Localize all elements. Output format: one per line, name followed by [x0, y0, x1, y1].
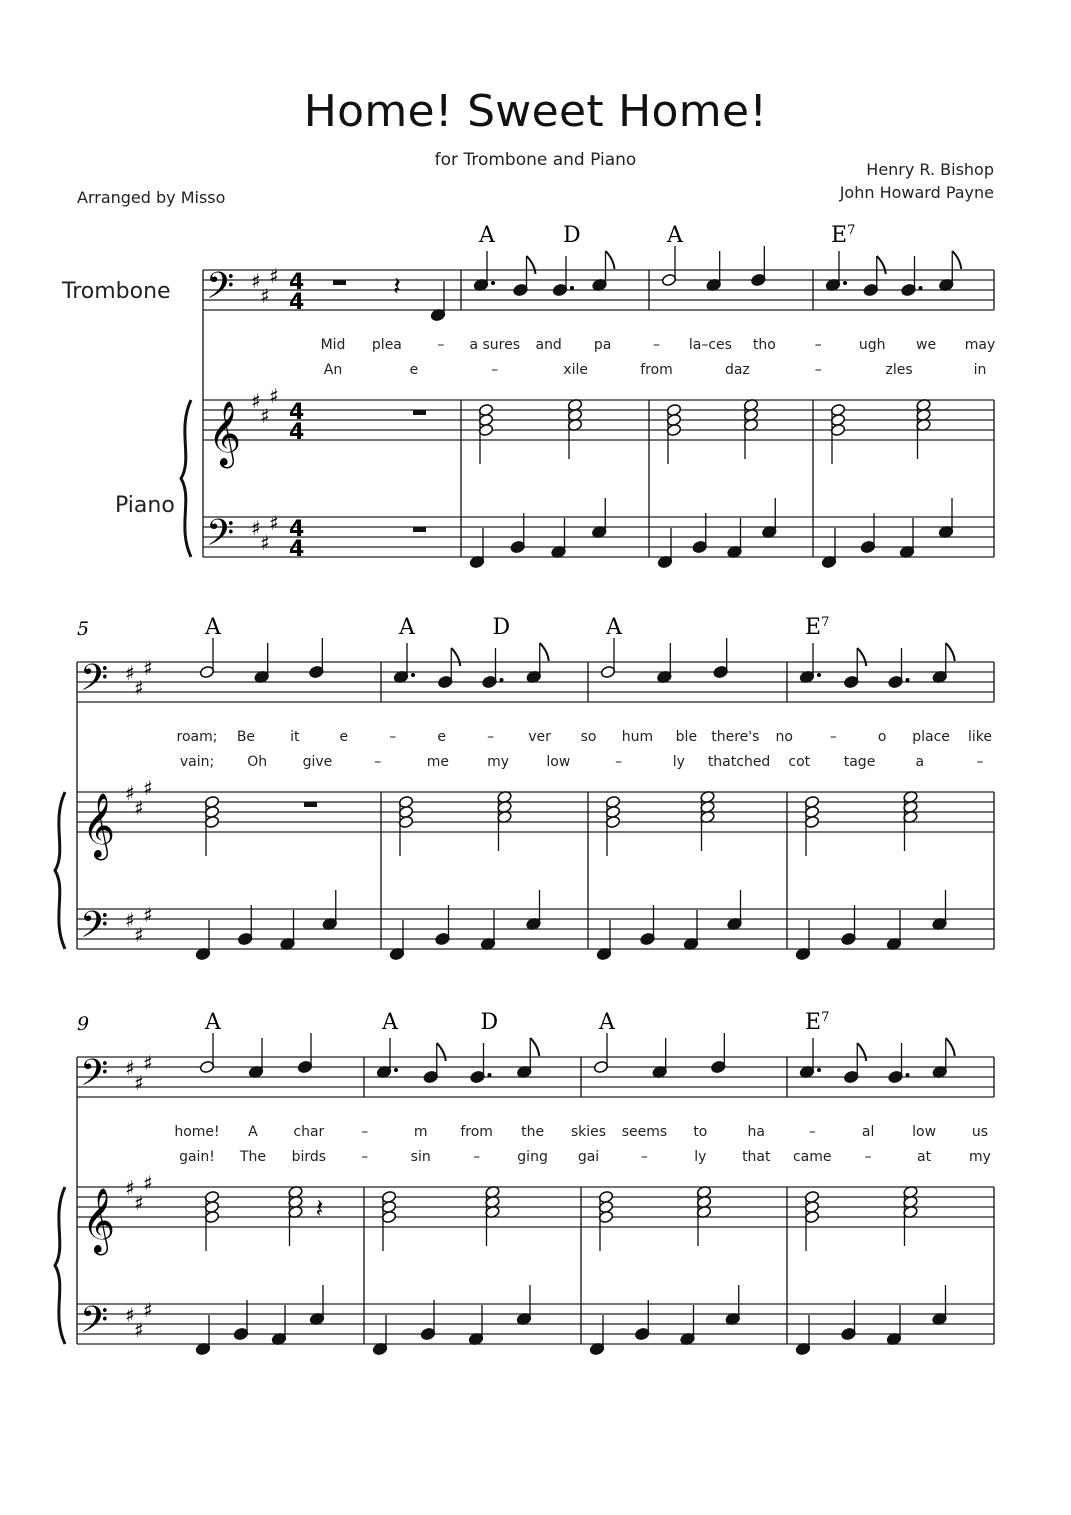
chord-symbol: A [599, 1010, 615, 1035]
lyric-verse-1: skies [570, 1124, 607, 1140]
lyric-verse-1: we [916, 337, 937, 353]
lyric-verse-1: like [967, 729, 993, 745]
piano-treble-chord [605, 795, 620, 856]
time-signature-top: 4 [289, 270, 305, 295]
lyric-verse-2: – [864, 1149, 872, 1165]
lyric-verse-1: roam; [176, 729, 218, 745]
piano-treble-chord [830, 403, 845, 464]
note-flag [527, 256, 536, 274]
lyric-verse-1: and [535, 337, 562, 353]
lyric-verse-1: low [912, 1124, 937, 1140]
sharp-sign: ♯ [134, 796, 144, 820]
lyric-verse-2: my [969, 1149, 991, 1165]
treble-clef: 𝄞 [82, 793, 116, 858]
sharp-sign: ♯ [125, 661, 135, 685]
sharp-sign: ♯ [134, 1318, 144, 1342]
page-subtitle: for Trombone and Piano [434, 150, 637, 170]
sharp-sign: ♯ [134, 1191, 144, 1215]
lyric-verse-2: tage [843, 754, 876, 770]
measure-number: 9 [77, 1013, 90, 1035]
sharp-sign: ♯ [143, 1298, 153, 1322]
lyric-verse-2: ging [517, 1149, 548, 1165]
piano-treble-chord [743, 398, 758, 459]
augmentation-dot [906, 1073, 910, 1077]
instrument-label-trombone: Trombone [62, 279, 171, 304]
lyric-verse-2: that [742, 1149, 771, 1165]
bass-clef: 𝄢 [206, 512, 235, 563]
treble-clef: 𝄞 [82, 1188, 116, 1253]
sharp-sign: ♯ [260, 531, 270, 555]
piano-treble-chord [666, 403, 681, 464]
sharp-sign: ♯ [125, 908, 135, 932]
piano-treble-chord [478, 403, 493, 464]
sharp-sign: ♯ [125, 781, 135, 805]
sharp-sign: ♯ [125, 1176, 135, 1200]
sharp-sign: ♯ [125, 1056, 135, 1080]
augmentation-dot [817, 673, 821, 677]
lyric-verse-2: in [973, 362, 987, 378]
piano-treble-chord [903, 790, 918, 851]
treble-clef: 𝄞 [208, 401, 242, 466]
piano-treble-chord [804, 795, 819, 856]
sharp-sign: ♯ [269, 384, 279, 408]
time-signature-bottom: 4 [289, 420, 305, 445]
lyric-verse-1: seems [621, 1124, 668, 1140]
lyric-verse-2: my [487, 754, 510, 770]
lyric-verse-2: – [361, 1149, 369, 1165]
sharp-sign: ♯ [143, 656, 153, 680]
lyric-verse-1: there's [711, 729, 760, 745]
lyric-verse-1: hum [621, 729, 654, 745]
lyric-verse-2: at [917, 1149, 932, 1165]
lyric-verse-2: vain; [179, 754, 215, 770]
lyric-verse-1: e [339, 729, 349, 745]
lyric-verse-1: the [521, 1124, 545, 1140]
note-flag [530, 1038, 539, 1056]
chord-symbol: A [667, 223, 683, 248]
whole-rest [413, 410, 426, 415]
lyric-verse-2: gain! [179, 1149, 215, 1165]
lyric-verse-1: to [693, 1124, 708, 1140]
lyric-verse-1: o [877, 729, 887, 745]
lyric-verse-1: so [580, 729, 597, 745]
lyric-verse-2: low [546, 754, 571, 770]
lyric-verse-1: – [808, 1124, 816, 1140]
sharp-sign: ♯ [251, 269, 261, 293]
bass-clef: 𝄢 [80, 1052, 109, 1103]
piano-treble-chord [916, 398, 931, 459]
sharp-sign: ♯ [269, 264, 279, 288]
lyric-verse-2: zles [885, 362, 913, 378]
lyric-verse-1: it [290, 729, 300, 745]
arranger-credit: Arranged by Misso [77, 188, 226, 207]
piano-brace [181, 400, 191, 557]
lyric-verse-1: e [437, 729, 446, 745]
sharp-sign: ♯ [143, 1171, 153, 1195]
chord-symbol: A [479, 223, 495, 248]
lyric-verse-1: ver [528, 729, 551, 745]
chord-symbol: A [382, 1010, 398, 1035]
piano-treble-chord [696, 1185, 711, 1246]
page-title: Home! Sweet Home! [303, 86, 768, 137]
instrument-label-piano: Piano [115, 493, 175, 518]
sharp-sign: ♯ [134, 1071, 144, 1095]
sharp-sign: ♯ [143, 903, 153, 927]
lyric-verse-2: a [915, 754, 925, 770]
sharp-sign: ♯ [134, 923, 144, 947]
lyric-verse-1: – [487, 729, 495, 745]
chord-symbol: D [563, 223, 581, 248]
lyric-verse-2: – [615, 754, 623, 770]
lyric-verse-2: ly [672, 754, 685, 770]
augmentation-dot [500, 678, 504, 682]
lyric-verse-1: char [293, 1124, 325, 1140]
sharp-sign: ♯ [134, 676, 144, 700]
lyric-verse-1: a sures [469, 337, 521, 353]
lyric-verse-1: – [361, 1124, 369, 1140]
piano-treble-chord [598, 1190, 613, 1251]
lyric-verse-2: daz [724, 362, 750, 378]
lyric-verse-1: no [775, 729, 793, 745]
chord-symbol: A [205, 1010, 221, 1035]
chord-symbol: D [492, 615, 511, 640]
piano-treble-chord [804, 1190, 819, 1251]
sharp-sign: ♯ [260, 284, 270, 308]
lyric-verse-2: sin [410, 1149, 431, 1165]
bass-clef: 𝄢 [80, 904, 109, 955]
note-flag [437, 1043, 446, 1061]
note-flag [946, 643, 955, 661]
time-signature-bottom: 4 [289, 290, 305, 315]
lyric-verse-1: pa [593, 337, 612, 353]
augmentation-dot [394, 1068, 398, 1072]
chord-symbol: $E^7$ [805, 1010, 830, 1035]
lyric-verse-1: from [460, 1124, 493, 1140]
lyric-verse-1: – [829, 729, 837, 745]
lyric-verse-1: plea [371, 337, 402, 353]
note-flag [451, 648, 460, 666]
piano-treble-chord [204, 795, 219, 856]
lyric-verse-2: gai [577, 1149, 600, 1165]
lyric-verse-1: ha [747, 1124, 766, 1140]
whole-rest [413, 527, 426, 532]
lyric-verse-2: Oh [247, 754, 268, 770]
lyric-verse-1: Mid [320, 337, 346, 353]
lyric-verse-2: The [239, 1149, 266, 1165]
lyric-verse-1: place [912, 729, 950, 745]
chord-symbol: D [480, 1010, 499, 1035]
time-signature-bottom: 4 [289, 537, 305, 562]
lyric-verse-2: me [426, 754, 450, 770]
lyric-verse-2: ly [694, 1149, 707, 1165]
whole-rest [304, 802, 317, 807]
piano-treble-chord [398, 795, 413, 856]
lyric-verse-1: us [971, 1124, 989, 1140]
piano-treble-chord [903, 1185, 918, 1246]
sharp-sign: ♯ [143, 1051, 153, 1075]
whole-rest [333, 280, 346, 285]
lyric-verse-1: home! [174, 1124, 220, 1140]
lyric-verse-1: – [437, 337, 445, 353]
chord-symbol: A [606, 615, 622, 640]
bass-clef: 𝄢 [80, 657, 109, 708]
lyric-verse-2: thatched [707, 754, 771, 770]
lyric-verse-1: – [389, 729, 397, 745]
lyric-verse-2: e [409, 362, 419, 378]
sharp-sign: ♯ [260, 404, 270, 428]
note-flag [946, 1038, 955, 1056]
composer-credit: Henry R. Bishop [866, 160, 994, 179]
lyricist-credit: John Howard Payne [839, 183, 994, 202]
lyric-verse-2: give [302, 754, 333, 770]
piano-treble-staff [203, 400, 994, 440]
lyric-verse-1: al [861, 1124, 875, 1140]
augmentation-dot [843, 281, 847, 285]
piano-treble-chord [485, 1185, 500, 1246]
augmentation-dot [919, 286, 923, 290]
lyric-verse-1: A [248, 1124, 258, 1140]
augmentation-dot [411, 673, 415, 677]
lyric-verse-2: – [640, 1149, 648, 1165]
augmentation-dot [906, 678, 910, 682]
piano-brace [55, 1187, 65, 1344]
lyric-verse-2: came [792, 1149, 832, 1165]
bass-clef: 𝄢 [206, 265, 235, 316]
bass-clef: 𝄢 [80, 1299, 109, 1350]
augmentation-dot [817, 1068, 821, 1072]
quarter-rest: 𝄽 [315, 1194, 324, 1224]
sharp-sign: ♯ [269, 511, 279, 535]
lyric-verse-1: may [964, 337, 996, 353]
lyric-verse-2: xile [563, 362, 588, 378]
lyric-verse-1: la–ces [688, 337, 732, 353]
time-signature-top: 4 [289, 517, 305, 542]
measure-number: 5 [77, 618, 90, 640]
piano-bass-staff [77, 1304, 994, 1344]
lyric-verse-1: m [413, 1124, 428, 1140]
lyric-verse-1: Be [236, 729, 256, 745]
note-flag [606, 251, 615, 269]
piano-treble-chord [497, 790, 512, 851]
lyric-verse-2: birds [291, 1149, 327, 1165]
lyric-verse-1: – [653, 337, 660, 353]
piano-treble-chord [204, 1190, 219, 1251]
augmentation-dot [488, 1073, 492, 1077]
augmentation-dot [491, 281, 495, 285]
chord-symbol: A [399, 615, 415, 640]
lyric-verse-2: – [491, 362, 499, 378]
note-flag [857, 648, 866, 666]
lyric-verse-2: cot [788, 754, 811, 770]
note-flag [540, 643, 549, 661]
lyric-verse-2: – [374, 754, 382, 770]
lyric-verse-2: An [323, 362, 343, 378]
piano-treble-chord [381, 1190, 396, 1251]
note-flag [952, 251, 961, 269]
sharp-sign: ♯ [251, 516, 261, 540]
lyric-verse-2: – [814, 362, 822, 378]
lyric-verse-2: – [976, 754, 984, 770]
note-flag [857, 1043, 866, 1061]
piano-treble-chord [567, 398, 582, 459]
sharp-sign: ♯ [143, 776, 153, 800]
lyric-verse-1: tho [752, 337, 776, 353]
piano-treble-chord [288, 1185, 303, 1246]
note-flag [877, 256, 886, 274]
chord-symbol: $E^7$ [805, 615, 830, 640]
augmentation-dot [570, 286, 574, 290]
chord-symbol: A [205, 615, 221, 640]
lyric-verse-1: ble [675, 729, 698, 745]
sharp-sign: ♯ [125, 1303, 135, 1327]
lyric-verse-1: – [814, 337, 822, 353]
chord-symbol: $E^7$ [831, 223, 856, 248]
quarter-rest: 𝄽 [393, 272, 401, 302]
piano-brace [55, 792, 65, 949]
lyric-verse-1: ugh [858, 337, 886, 353]
lyric-verse-2: from [640, 362, 673, 378]
lyric-verse-2: – [473, 1149, 481, 1165]
time-signature-top: 4 [289, 400, 305, 425]
piano-treble-chord [700, 790, 715, 851]
sharp-sign: ♯ [251, 389, 261, 413]
